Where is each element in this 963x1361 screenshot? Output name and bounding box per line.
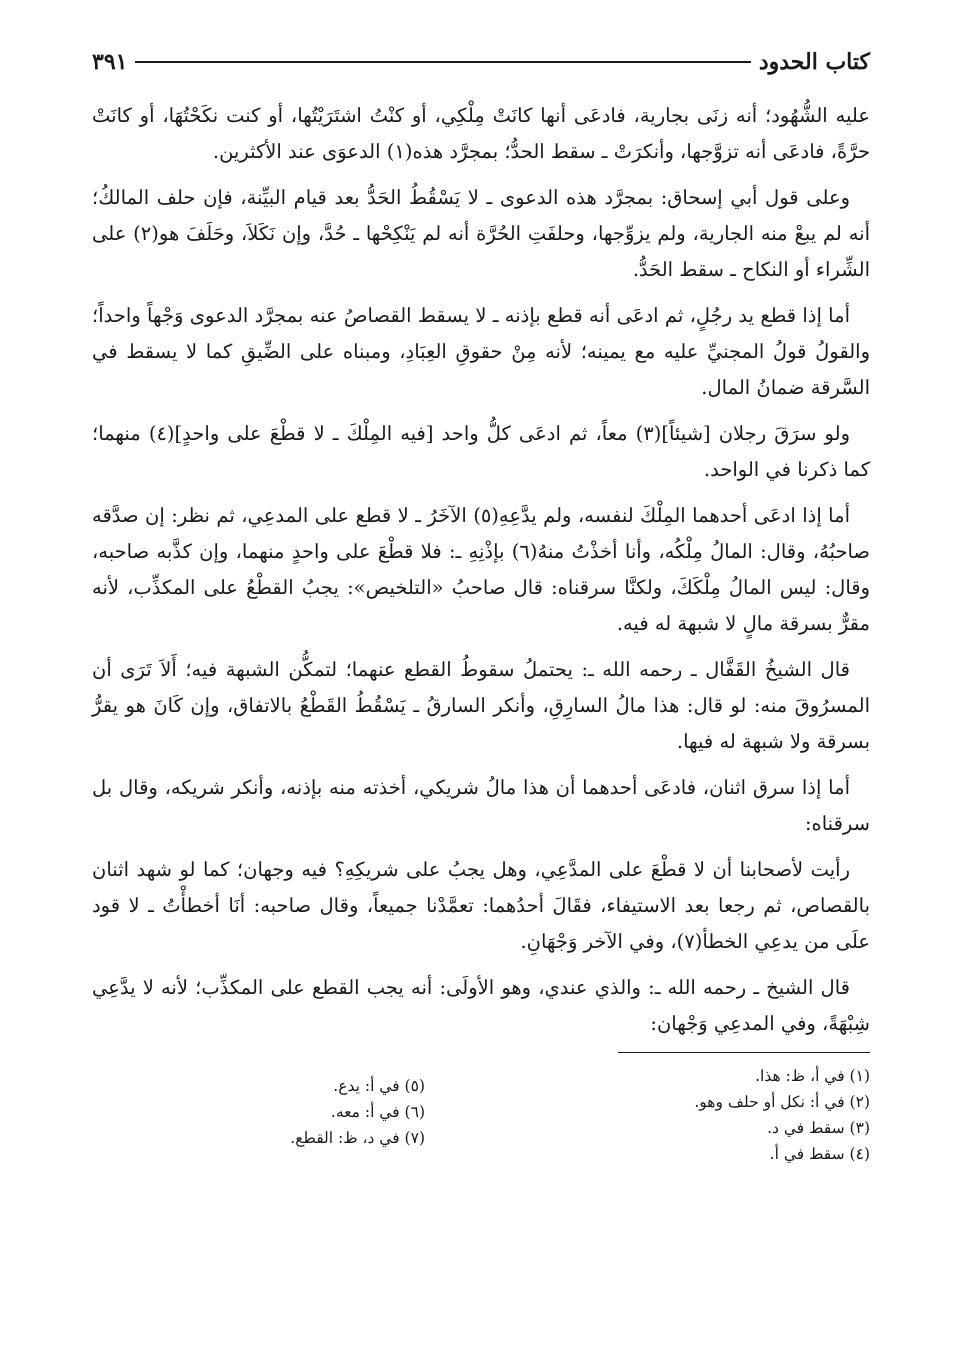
footnote: (٥) في أ: يدع. bbox=[333, 1077, 425, 1095]
footnotes-column-left bbox=[92, 1073, 537, 1167]
page-number: ٣٩١ bbox=[92, 49, 128, 75]
paragraph: قال الشيخُ القَفَّال ـ رحمه الله ـ: يحتملُ سقوطُ القطع عنهما؛ لتمكُّن الشبهة فيه؛ أَلاَ تَرَى أن المسرُوقَ منه: لو قال: هذا مالُ السارِقِ، وأنكر السارقُ ـ يَسْقُطُ القَطْعُ بالاتفاق، وإن كَانَ هو يقرُّ بسرقة ولا شبهة له فيها. bbox=[92, 658, 870, 753]
chapter-title: كتاب الحدود bbox=[758, 49, 870, 75]
paragraph: أما إذا قطع يد رجُلٍ، ثم ادعَى أنه قطع بإذنه ـ لا يسقط القصاصُ عنه بمجرَّد الدعوى وَجْهاً واحداً؛ والقولُ قولُ المجنيِّ عليه مع يمينه؛ لأنه مِنْ حقوقِ العِبَادِ، ومبناه على الضِّيقِ كما لا يسقط في السَّرقة ضمانُ المال. bbox=[92, 304, 870, 399]
paragraph: قال الشيخ ـ رحمه الله ـ: والذي عندي، وهو الأولَى: أنه يجب القطع على المكذِّب؛ لأنه لا يدَّعِي شِبْهَةً، وفي المدعِي وَجْهان: bbox=[92, 976, 870, 1035]
header-rule bbox=[135, 61, 750, 63]
paragraph: وعلى قول أبي إسحاق: بمجرَّد هذه الدعوى ـ لا يَسْقُطُ الحَدُّ بعد قيام البيِّنة، فإن حلف المالكُ؛ أنه لم يبعْ منه الجارية، ولم يزوِّجها، وحلفَتِ الحُرَّة أنه لم يَنْكِحْها ـ حُدَّ، وإن نَكَلاَ، وحَلَفَ هو(٢) على الشِّراء أو النكاح ـ سقط الحَدُّ. bbox=[92, 186, 870, 281]
footnote: (٤) سقط في أ. bbox=[769, 1145, 870, 1163]
paragraph: ولو سرَقَ رجلان [شيئاً](٣) معاً، ثم ادعَى كلُّ واحد [فيه المِلْكَ ـ لا قطْعَ على واحدٍ](٤) منهما؛ كما ذكرنا في الواحد. bbox=[92, 422, 870, 481]
footnote: (٦) في أ: معه. bbox=[330, 1103, 425, 1121]
paragraph: عليه الشُّهُود؛ أنه زنَى بجارية، فادعَى أنها كانَتْ مِلْكِي، أو كنْتُ اشتَرَيْتُها، أو كنت نكَحْتُهَا، أو كانَتْ حرَّةً، فادعَى أنه تزوَّجها، وأنكرَتْ ـ سقط الحدُّ؛ بمجرَّد هذه(١) الدعوَى عند الأكثرين. bbox=[92, 104, 870, 163]
footnotes bbox=[92, 1063, 870, 1167]
paragraph: أما إذا ادعَى أحدهما المِلْكَ لنفسه، ولم يدَّعِهِ(٥) الآخَرُ ـ لا قطع على المدعِي، ثم نظر: إن صدَّقه صاحبُهُ، وقال: المالُ مِلْكُه، وأنا أخذْتُ منهُ(٦) بإذْنِهِ ـ: فلا قطْعَ على واحدٍ منهما، وإن كذَّبه صاحبه، وقال: ليس المالُ مِلْكَكَ، ولكنَّا سرقناه: قال صاحبُ «التلخيص»: يجبُ القطْعُ على المكذِّب، لأنه مقرٌّ بسرقة مالٍ لا شبهة له فيه. bbox=[92, 504, 870, 635]
page-body bbox=[92, 98, 870, 1042]
footnote: (١) في أ، ظ: هذا. bbox=[755, 1067, 870, 1085]
footnotes-column-right bbox=[537, 1063, 870, 1167]
page-header bbox=[92, 40, 870, 84]
footnote-separator bbox=[618, 1052, 870, 1053]
footnote: (٣) سقط في د. bbox=[767, 1119, 870, 1137]
footnote: (٢) في أ: نكل أو حلف وهو. bbox=[694, 1093, 870, 1111]
paragraph: رأيت لأصحابنا أن لا قطْعَ على المدَّعِي، وهل يجبُ على شريكِهِ؟ فيه وجهان؛ كما لو شهد اثنان بالقصاص، ثم رجعا بعد الاستيفاء، فقَالَ أحدُهما: تعمَّدْنا جميعاً، وقال صاحبه: أنَا أخطأْتُ ـ لا قود علَى من يدعِي الخطأ(٧)، وفي الآخر وَجْهَانِ. bbox=[92, 858, 870, 953]
footnote: (٧) في د، ظ: القطع. bbox=[290, 1129, 425, 1147]
paragraph: أما إذا سرق اثنان، فادعَى أحدهما أن هذا مالُ شريكي، أخذته منه بإذنه، وأنكر شريكه، وقال بل سرقناه: bbox=[92, 776, 870, 835]
book-page bbox=[92, 40, 870, 1330]
